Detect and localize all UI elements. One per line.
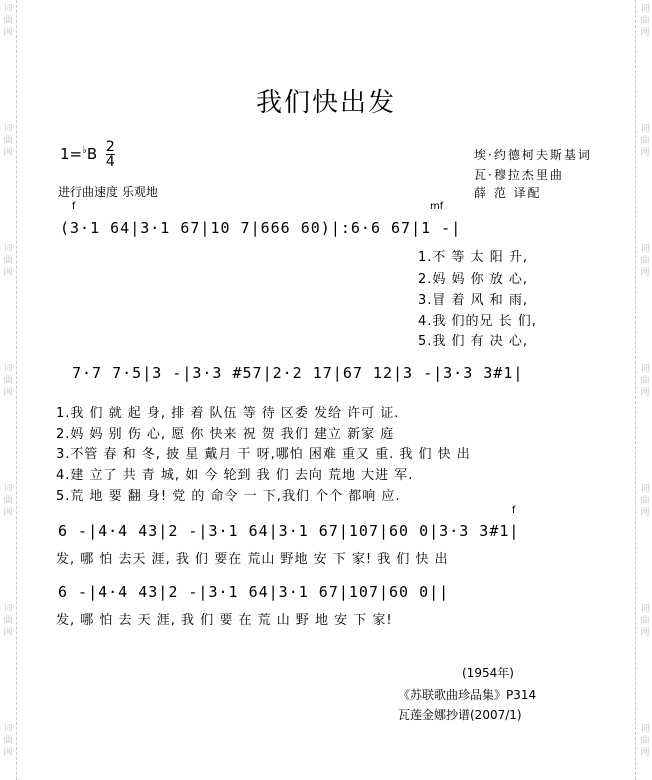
score-line-2: 7·7 7·5|3 -|3·3 #57|2·2 17|67 12|3 -|3·3 3#1| bbox=[72, 364, 524, 382]
watermark-char: 曲 bbox=[640, 136, 650, 146]
dynamic-mf: mf bbox=[430, 201, 444, 212]
watermark-char: 词 bbox=[640, 244, 650, 254]
translator-credit: 薛 范 译配 bbox=[474, 186, 542, 200]
watermark-char: 词 bbox=[3, 124, 13, 134]
watermark-char: 曲 bbox=[3, 256, 13, 266]
watermark-char: 曲 bbox=[3, 616, 13, 626]
verse-a-3: 3.冒 着 风 和 雨, bbox=[418, 293, 529, 308]
watermark-char: 曲 bbox=[3, 496, 13, 506]
watermark-char: 曲 bbox=[3, 16, 13, 26]
song-title: 我们快出发 bbox=[255, 88, 396, 118]
chorus-lyric-1: 发, 哪 怕 去天 涯, 我 们 要在 荒山 野地 安 下 家! 我 们 快 出 bbox=[56, 552, 449, 567]
watermark-char: 网 bbox=[640, 268, 650, 278]
watermark-char: 词 bbox=[3, 484, 13, 494]
watermark-char: 网 bbox=[3, 28, 13, 38]
watermark-char: 曲 bbox=[640, 616, 650, 626]
dynamic-f-chorus: f bbox=[512, 505, 516, 516]
footer-transcriber: 瓦莲金娜抄谱(2007/1) bbox=[398, 708, 522, 722]
watermark-char: 网 bbox=[640, 148, 650, 158]
watermark-char: 词 bbox=[3, 724, 13, 734]
watermark-char: 网 bbox=[3, 268, 13, 278]
watermark-char: 词 bbox=[3, 244, 13, 254]
verse-a-4: 4.我 们的兄 长 们, bbox=[418, 314, 537, 329]
time-beats: 2 bbox=[105, 139, 115, 155]
verse-b-4: 4.建 立了 共 青 城, 如 今 轮到 我 们 去向 荒地 大进 军. bbox=[56, 468, 414, 483]
dynamic-f: f bbox=[72, 201, 76, 212]
watermark-char: 词 bbox=[640, 724, 650, 734]
watermark-char: 曲 bbox=[640, 256, 650, 266]
verse-b-1: 1.我 们 就 起 身, 排 着 队伍 等 待 区委 发给 许可 证. bbox=[56, 406, 400, 421]
watermark-char: 网 bbox=[640, 388, 650, 398]
time-unit: 4 bbox=[105, 154, 115, 170]
flat-sign: ♭ bbox=[82, 145, 87, 156]
composer-credit: 瓦·穆拉杰里曲 bbox=[474, 168, 564, 182]
verse-a-2: 2.妈 妈 你 放 心, bbox=[418, 272, 529, 287]
lyricist-credit: 埃·约德柯夫斯基词 bbox=[474, 148, 592, 162]
watermark-char: 网 bbox=[3, 508, 13, 518]
watermark-char: 网 bbox=[640, 748, 650, 758]
tempo-marking: 进行曲速度 乐观地 bbox=[58, 185, 158, 199]
verse-b-5: 5.荒 地 要 翻 身! 党 的 命令 一 下,我们 个个 都响 应. bbox=[56, 489, 401, 504]
verse-a-5: 5.我 们 有 决 心, bbox=[418, 334, 529, 349]
watermark-char: 词 bbox=[640, 124, 650, 134]
watermark-char: 词 bbox=[640, 4, 650, 14]
watermark-char: 词 bbox=[640, 484, 650, 494]
watermark-char: 词 bbox=[3, 4, 13, 14]
time-signature bbox=[106, 140, 115, 169]
score-line-4: 6 -|4·4 43|2 -|3·1 64|3·1 67|107|60 0|| bbox=[58, 583, 450, 601]
footer-source: 《苏联歌曲珍品集》P314 bbox=[398, 688, 537, 702]
footer-year: (1954年) bbox=[462, 666, 514, 680]
watermark-char: 网 bbox=[3, 628, 13, 638]
verse-b-3: 3.不管 春 和 冬, 披 星 戴月 干 呀,哪怕 困难 重又 重. 我 们 快 出 bbox=[56, 447, 471, 462]
verse-b-2: 2.妈 妈 别 伤 心, 愿 你 快来 祝 贺 我们 建立 新家 庭 bbox=[56, 427, 395, 442]
watermark-char: 网 bbox=[640, 28, 650, 38]
watermark-char: 网 bbox=[3, 148, 13, 158]
watermark-char: 网 bbox=[3, 388, 13, 398]
watermark-char: 词 bbox=[3, 364, 13, 374]
watermark-char: 网 bbox=[640, 628, 650, 638]
watermark-char: 曲 bbox=[640, 16, 650, 26]
watermark-char: 网 bbox=[3, 748, 13, 758]
watermark-char: 曲 bbox=[3, 136, 13, 146]
watermark-char: 曲 bbox=[3, 376, 13, 386]
key-note: B bbox=[86, 145, 98, 163]
verse-a-1: 1.不 等 太 阳 升, bbox=[418, 250, 529, 265]
watermark-char: 网 bbox=[640, 508, 650, 518]
watermark-char: 词 bbox=[640, 604, 650, 614]
score-line-1: (3·1 64|3·1 67|10 7|666 60)|:6·6 67|1 -| bbox=[60, 219, 462, 237]
key-signature bbox=[60, 140, 115, 169]
score-line-3: 6 -|4·4 43|2 -|3·1 64|3·1 67|107|60 0|3·3 3#1| bbox=[58, 522, 520, 540]
watermark-char: 词 bbox=[3, 604, 13, 614]
watermark-char: 词 bbox=[640, 364, 650, 374]
watermark-char: 曲 bbox=[640, 376, 650, 386]
watermark-char: 曲 bbox=[640, 496, 650, 506]
watermark-char: 曲 bbox=[3, 736, 13, 746]
watermark-char: 曲 bbox=[640, 736, 650, 746]
chorus-lyric-2: 发, 哪 怕 去 天 涯, 我 们 要 在 荒 山 野 地 安 下 家! bbox=[56, 613, 393, 628]
key-do: 1= bbox=[60, 145, 83, 163]
